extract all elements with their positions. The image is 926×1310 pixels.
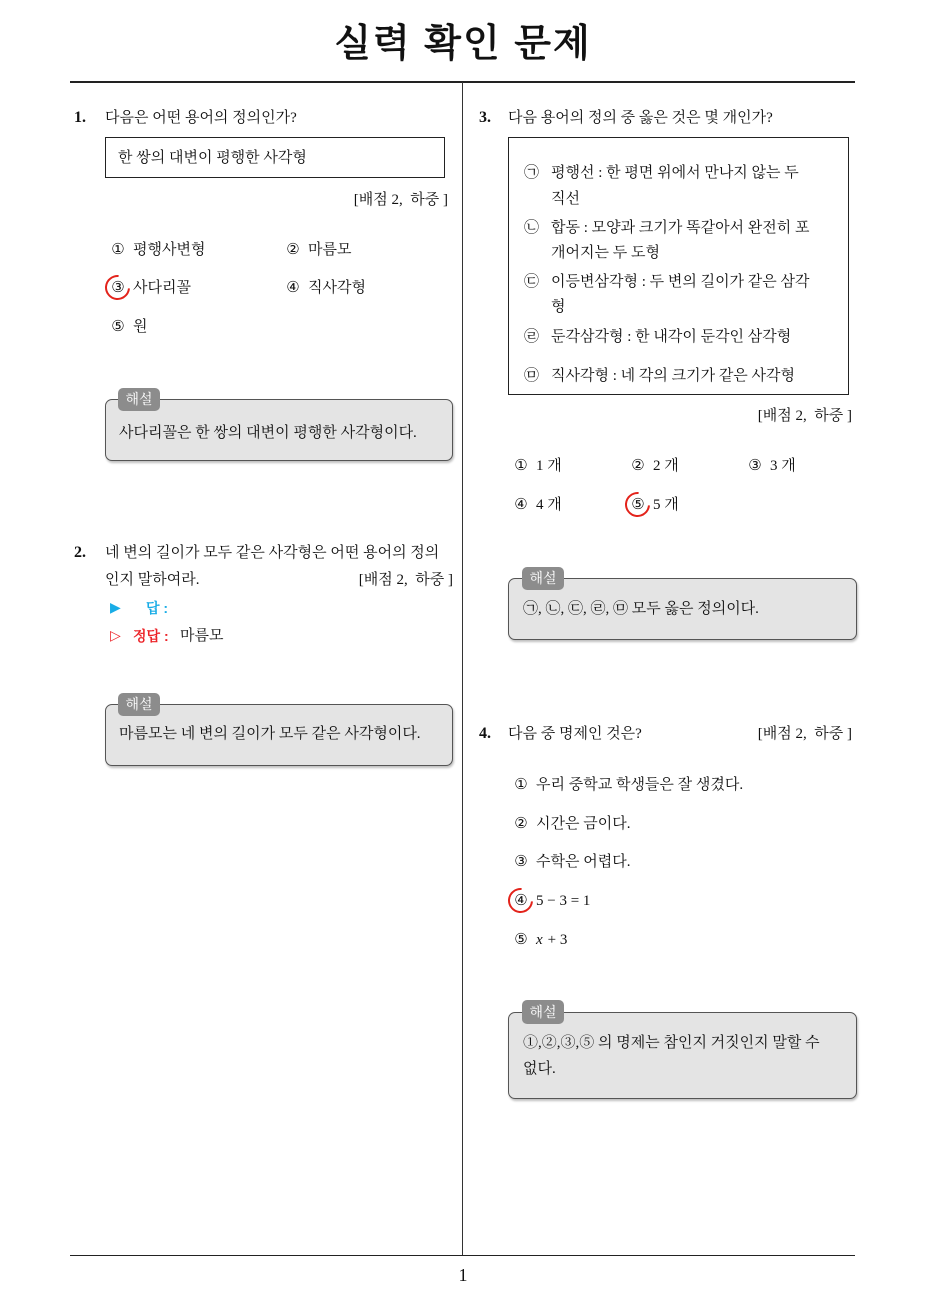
option-marker: ①: [514, 777, 528, 793]
item-text-line: 합동 : 모양과 크기가 똑같아서 완전히 포: [551, 220, 810, 236]
answer-label: 답 :: [146, 600, 169, 616]
option-3: [513, 852, 630, 872]
option-marker: ③: [748, 458, 762, 474]
item-marker: ㉤: [524, 368, 540, 384]
explanation-tab: 해설: [118, 388, 160, 411]
option-3: [110, 278, 191, 298]
item-marker: ㉢: [524, 274, 540, 290]
score-label: [배점 2, 하중 ]: [757, 408, 852, 424]
option-text: 5 개: [653, 497, 679, 513]
item-text-line: 직사각형 : 네 각의 크기가 같은 사각형: [551, 368, 796, 384]
option-2: [513, 814, 630, 834]
column-divider: [462, 82, 463, 1255]
item-marker: ㉡: [524, 220, 540, 236]
item-text-line: 형: [551, 299, 566, 315]
option-math-text: 5 − 3 = 1: [536, 893, 591, 909]
option-2: [285, 240, 351, 260]
option-marker: ①: [514, 458, 528, 474]
score-label: [배점 2, 하중 ]: [358, 572, 453, 588]
correct-arrow-icon: ▷: [110, 628, 121, 644]
question-number: 2.: [74, 544, 86, 561]
explanation-text: ㉠, ㉡, ㉢, ㉣, ㉤ 모두 옳은 정의이다.: [523, 601, 759, 617]
option-marker: ②: [286, 242, 300, 258]
question-text: 다음 중 명제인 것은?: [508, 726, 642, 742]
explanation-tab: 해설: [118, 693, 160, 716]
option-5: [630, 495, 679, 515]
option-text: 원: [133, 319, 148, 335]
option-text: 시간은 금이다.: [536, 816, 631, 832]
answer-circle-mark: [620, 487, 655, 522]
option-5: [110, 317, 148, 337]
option-1: [110, 240, 205, 260]
option-math-text: + 3: [547, 932, 568, 948]
question-text: 다음 용어의 정의 중 옳은 것은 몇 개인가?: [508, 110, 773, 126]
question-number: 1.: [74, 109, 86, 126]
option-text: 2 개: [653, 458, 679, 474]
option-text: 평행사변형: [133, 242, 206, 258]
option-marker: ⑤: [514, 932, 528, 948]
option-text: 3 개: [770, 458, 796, 474]
score-label: [배점 2, 하중 ]: [353, 192, 448, 208]
question-number: 4.: [479, 725, 491, 742]
option-5: [513, 930, 567, 950]
item-text-line: 개어지는 두 도형: [551, 245, 660, 261]
item-text-line: 둔각삼각형 : 한 내각이 둔각인 삼각형: [551, 329, 792, 345]
option-text: 우리 중학교 학생들은 잘 생겼다.: [536, 777, 744, 793]
option-marker: ③: [111, 280, 125, 296]
option-text: 수학은 어렵다.: [536, 854, 631, 870]
question-text-line: 네 변의 길이가 모두 같은 사각형은 어떤 용어의 정의: [105, 545, 440, 561]
definition-text: 한 쌍의 대변이 평행한 사각형: [118, 150, 307, 166]
bottom-rule: [70, 1255, 855, 1256]
item-marker: ㉣: [524, 329, 540, 345]
option-marker: ④: [514, 893, 528, 909]
explanation-box: [508, 1012, 857, 1099]
option-1: [513, 456, 562, 476]
item-text-line: 직선: [551, 191, 580, 207]
option-text: 마름모: [308, 242, 352, 258]
option-4: [513, 495, 562, 515]
option-marker: ④: [286, 280, 300, 296]
score-label: [배점 2, 하중 ]: [757, 726, 852, 742]
correct-answer-value: 마름모: [180, 628, 224, 644]
answer-arrow-icon: ▶: [110, 600, 121, 616]
definition-list-box: [508, 137, 849, 395]
item-text-line: 이등변삼각형 : 두 변의 길이가 같은 삼각: [551, 274, 810, 290]
option-4: [285, 278, 366, 298]
explanation-text-line: ①,②,③,⑤ 의 명제는 참인지 거짓인지 말할 수: [523, 1035, 820, 1051]
option-text: 1 개: [536, 458, 562, 474]
explanation-text-line: 없다.: [523, 1061, 556, 1077]
option-3: [747, 456, 796, 476]
question-number: 3.: [479, 109, 491, 126]
definition-box: [105, 137, 445, 178]
option-math-variable: x: [536, 932, 543, 948]
option-marker: ⑤: [631, 497, 645, 513]
question-text: 다음은 어떤 용어의 정의인가?: [105, 110, 297, 126]
answer-circle-mark: [503, 883, 538, 918]
page-number: 1: [458, 1265, 468, 1285]
explanation-tab: 해설: [522, 1000, 564, 1024]
correct-answer-label: 정답 :: [133, 628, 169, 644]
option-marker: ①: [111, 242, 125, 258]
answer-circle-mark: [100, 270, 135, 305]
option-1: [513, 775, 743, 795]
option-4: [513, 891, 590, 911]
explanation-text: 사다리꼴은 한 쌍의 대변이 평행한 사각형이다.: [119, 425, 417, 441]
explanation-tab: 해설: [522, 567, 564, 590]
option-text: 사다리꼴: [133, 280, 191, 296]
option-marker: ④: [514, 497, 528, 513]
explanation-text: 마름모는 네 변의 길이가 모두 같은 사각형이다.: [119, 726, 421, 742]
option-text: 직사각형: [308, 280, 366, 296]
item-text-line: 평행선 : 한 평면 위에서 만나지 않는 두: [551, 165, 799, 181]
option-marker: ②: [631, 458, 645, 474]
option-text: 4 개: [536, 497, 562, 513]
question-text-line: 인지 말하여라.: [105, 572, 200, 588]
page-title: 실력 확인 문제: [334, 23, 592, 65]
option-2: [630, 456, 679, 476]
option-marker: ③: [514, 854, 528, 870]
item-marker: ㉠: [524, 165, 540, 181]
option-marker: ⑤: [111, 319, 125, 335]
option-marker: ②: [514, 816, 528, 832]
